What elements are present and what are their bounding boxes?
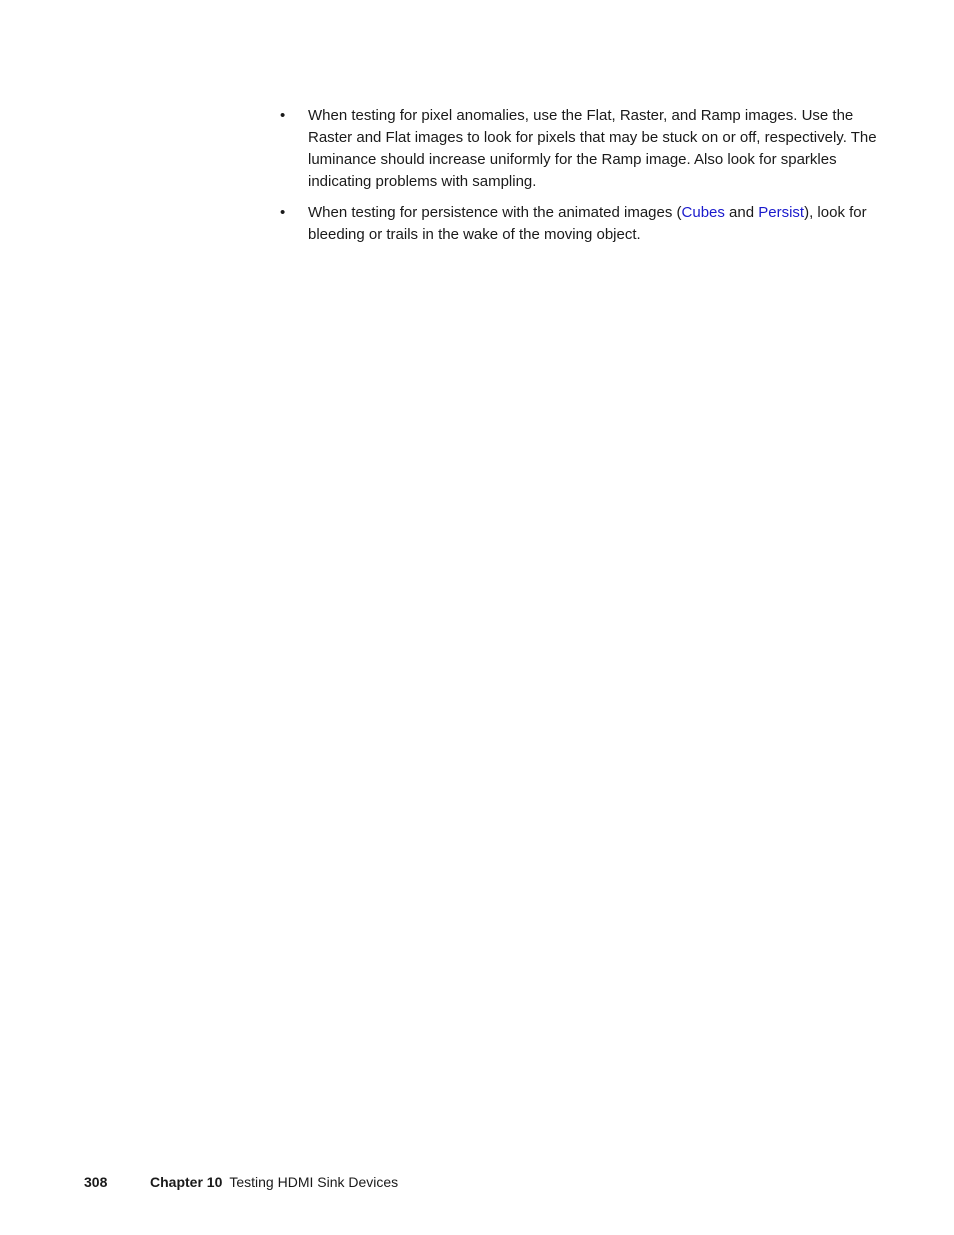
- bullet-text-after: ), look for bleeding or trails in the wake of the moving object.: [308, 204, 867, 243]
- bullet-list: [280, 105, 880, 255]
- list-item: [280, 105, 880, 193]
- list-item: [280, 202, 880, 246]
- bullet-text-mid: and: [724, 204, 759, 221]
- persist-link[interactable]: Persist: [758, 204, 805, 221]
- bullet-text-before: When testing for persistence with the animated images (: [308, 204, 682, 221]
- chapter-title: Testing HDMI Sink Devices: [229, 1174, 399, 1190]
- bullet-icon: •: [280, 107, 286, 124]
- cubes-link[interactable]: Cubes: [681, 204, 725, 221]
- page-footer: [84, 1173, 398, 1191]
- bullet-text: When testing for pixel anomalies, use the Flat, Raster, and Ramp images. Use the Raster and Flat images to look for pixels that may be stuck on or off, respectively. The luminance should increase uniformly for the Ramp image. Also look for sparkles indicating problems with sampling.: [308, 107, 877, 190]
- chapter-label: Chapter 10: [150, 1174, 223, 1190]
- page-number: 308: [84, 1174, 108, 1190]
- bullet-icon: •: [280, 204, 286, 221]
